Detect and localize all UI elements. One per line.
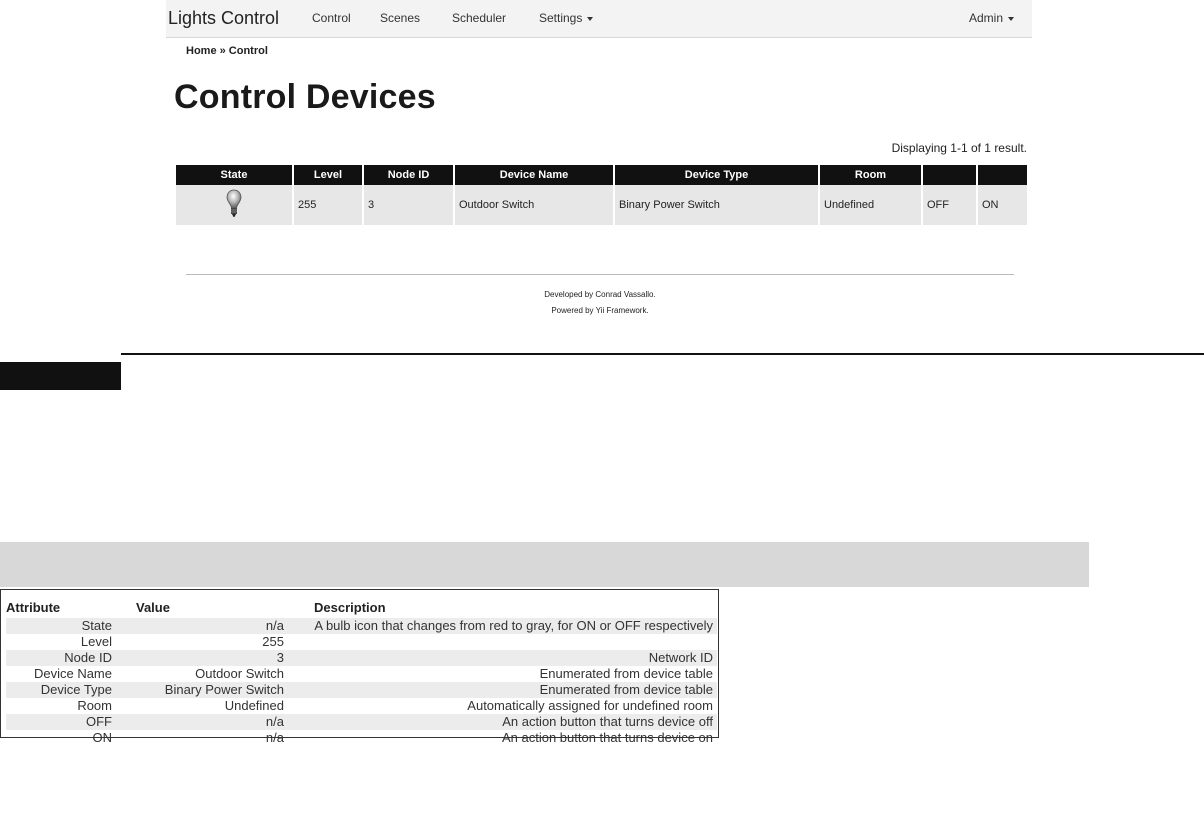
col-level[interactable]: Level	[293, 165, 363, 185]
breadcrumb-separator: »	[216, 45, 229, 57]
col-device-name[interactable]: Device Name	[454, 165, 614, 185]
footer	[186, 274, 1014, 315]
nav-settings-label: Settings	[539, 11, 583, 25]
attribute-description	[288, 634, 717, 650]
framework-credit: Powered by Yii Framework.	[551, 306, 649, 315]
attribute-name: State	[6, 618, 116, 634]
col-on	[977, 165, 1027, 185]
user-menu[interactable]	[969, 11, 1014, 25]
table-row	[176, 185, 1027, 225]
col-node-id[interactable]: Node ID	[363, 165, 454, 185]
col-off	[922, 165, 977, 185]
attribute-description: An action button that turns device off	[288, 714, 717, 730]
attribute-value: Outdoor Switch	[195, 666, 284, 681]
nav-settings[interactable]	[539, 11, 593, 25]
attribute-name: OFF	[6, 714, 116, 730]
attr-col-value: Value	[136, 599, 170, 615]
attr-col-attribute: Attribute	[6, 599, 61, 615]
nav-scenes[interactable]: Scenes	[380, 11, 421, 25]
page-title: Control Devices	[174, 78, 436, 116]
attribute-row	[6, 634, 717, 650]
level-cell: 255	[293, 185, 363, 225]
device-type-cell: Binary Power Switch	[614, 185, 819, 225]
attribute-description: Automatically assigned for undefined room	[467, 698, 713, 713]
attribute-rows	[6, 618, 717, 746]
nav-scheduler[interactable]: Scheduler	[452, 11, 507, 25]
attribute-row	[6, 730, 717, 746]
table-header-row	[176, 165, 1027, 185]
developer-credit: Developed by Conrad Vassallo.	[544, 290, 656, 299]
col-device-type[interactable]: Device Type	[614, 165, 819, 185]
nav-control[interactable]: Control	[312, 11, 351, 25]
attribute-description: Enumerated from device table	[288, 682, 717, 698]
col-room[interactable]: Room	[819, 165, 922, 185]
attribute-value: 3	[116, 650, 288, 666]
navbar	[166, 0, 1032, 38]
attribute-name: Node ID	[6, 650, 116, 666]
attribute-row	[6, 650, 717, 666]
state-cell	[176, 185, 293, 225]
attribute-name: ON	[92, 730, 112, 745]
attribute-table	[6, 596, 717, 746]
breadcrumb-home[interactable]: Home	[186, 45, 217, 57]
app-screenshot	[166, 0, 1032, 330]
attribute-row	[6, 698, 717, 714]
attribute-value: n/a	[265, 730, 284, 745]
attribute-value: n/a	[116, 714, 288, 730]
attribute-header-row	[6, 596, 717, 618]
on-button[interactable]: ON	[977, 185, 1027, 225]
breadcrumb-current: Control	[228, 45, 268, 57]
attr-col-description: Description	[314, 599, 386, 615]
attribute-row	[6, 666, 717, 682]
attribute-value: Binary Power Switch	[116, 682, 288, 698]
attribute-row	[6, 714, 717, 730]
attribute-value: n/a	[116, 618, 288, 634]
attribute-value: 255	[262, 634, 284, 649]
node-id-cell: 3	[363, 185, 454, 225]
section-divider	[121, 353, 1204, 355]
off-button[interactable]: OFF	[922, 185, 977, 225]
table-caption-bar	[0, 542, 1089, 587]
attribute-name: Device Name	[33, 666, 112, 681]
figure-tab	[0, 362, 121, 390]
attribute-row	[6, 618, 717, 634]
devices-table	[176, 165, 1027, 225]
attribute-description: Enumerated from device table	[539, 666, 713, 681]
attribute-description: A bulb icon that changes from red to gray, for ON or OFF respectively	[288, 618, 717, 634]
chevron-down-icon	[1008, 17, 1014, 21]
lightbulb-icon	[226, 189, 242, 219]
user-menu-label: Admin	[969, 11, 1004, 25]
attribute-name: Device Type	[6, 682, 116, 698]
results-summary: Displaying 1-1 of 1 result.	[891, 141, 1027, 155]
attribute-name: Room	[77, 698, 112, 713]
attribute-value: Undefined	[224, 698, 284, 713]
col-state[interactable]: State	[176, 165, 293, 185]
attribute-name: Level	[80, 634, 112, 649]
chevron-down-icon	[587, 17, 593, 21]
brand-title[interactable]: Lights Control	[168, 8, 280, 28]
attribute-table-frame	[0, 589, 719, 745]
attribute-description: An action button that turns device on	[501, 730, 713, 745]
attribute-row	[6, 682, 717, 698]
attribute-description: Network ID	[288, 650, 717, 666]
device-name-cell: Outdoor Switch	[454, 185, 614, 225]
room-cell: Undefined	[819, 185, 922, 225]
breadcrumb	[186, 45, 268, 57]
